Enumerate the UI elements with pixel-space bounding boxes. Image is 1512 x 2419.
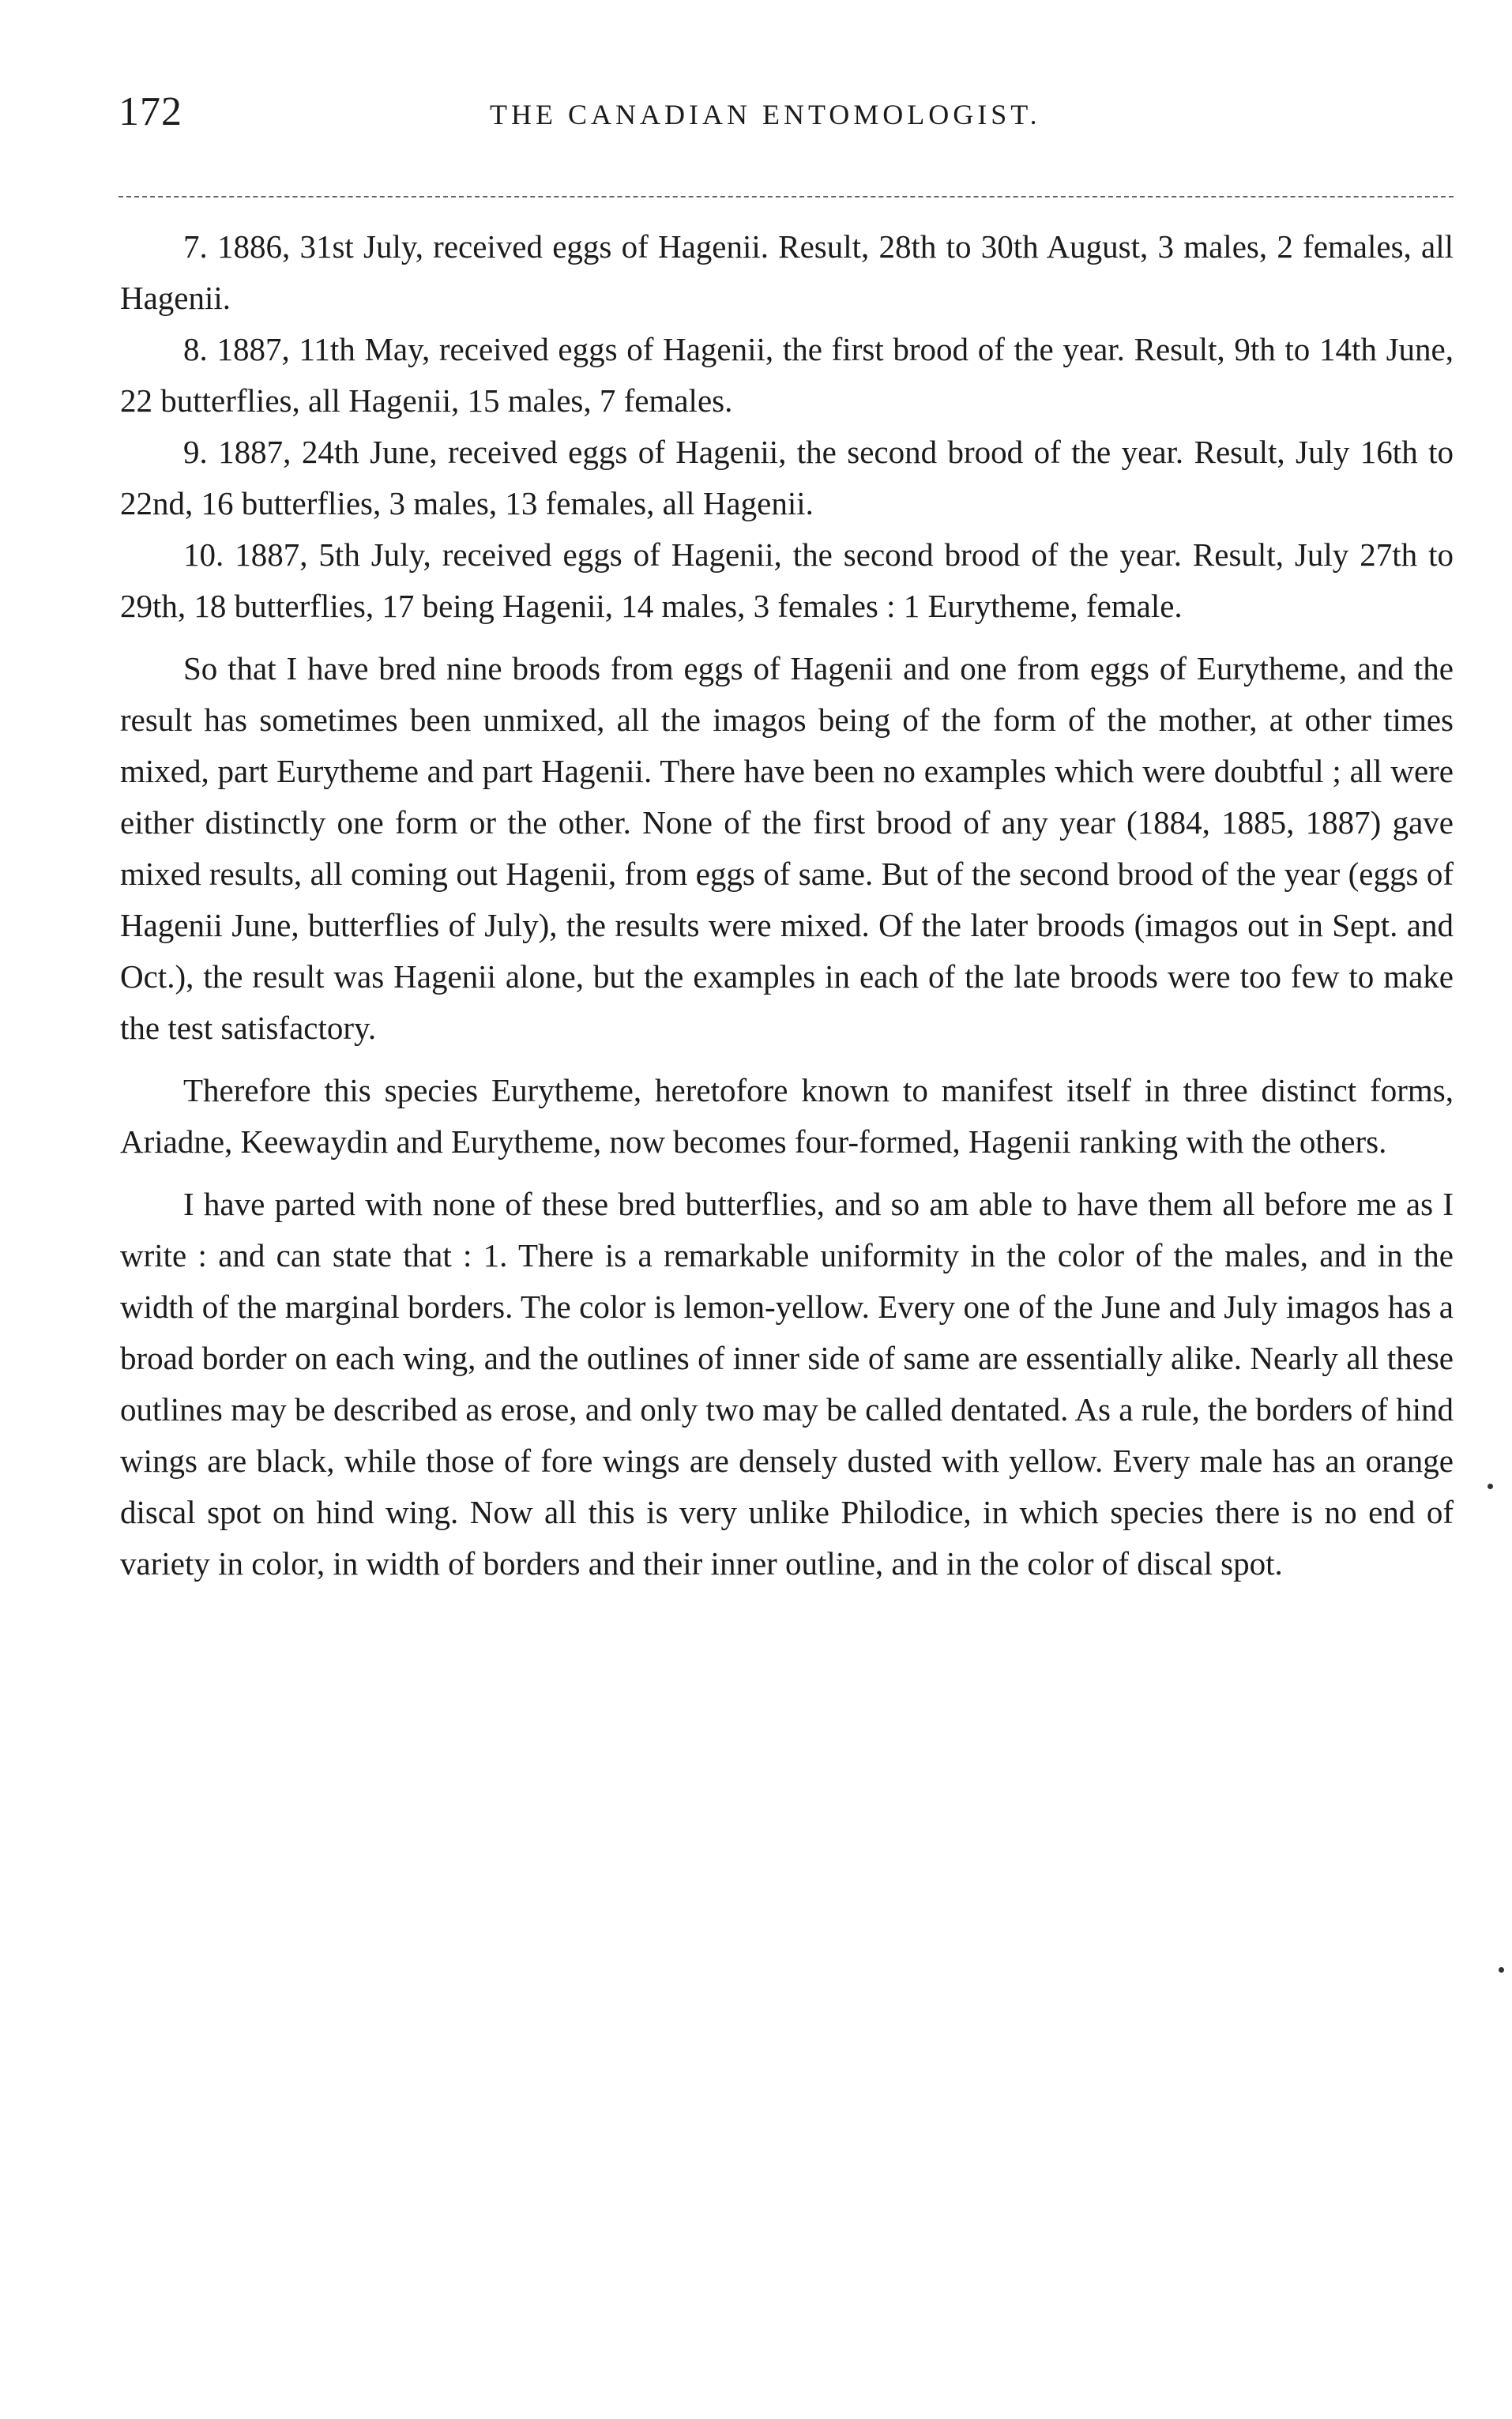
print-speck (1488, 1484, 1493, 1489)
page-header (118, 88, 1454, 144)
paragraph-record-7: 7. 1886, 31st July, received eggs of Hagenii. Result, 28th to 30th August, 3 males, 2 females, all Hagenii. (120, 228, 1454, 316)
print-speck (1499, 1967, 1504, 1973)
article-body (120, 221, 1454, 1589)
running-title: THE CANADIAN ENTOMOLOGIST. (490, 99, 1041, 130)
paragraph-record-10: 10. 1887, 5th July, received eggs of Hagenii, the second brood of the year. Result, July 27th to 29th, 18 butterflies, 17 being Hagenii, 14 males, 3 females : 1 Eurytheme, female. (120, 536, 1454, 624)
paragraph-record-9: 9. 1887, 24th June, received eggs of Hagenii, the second brood of the year. Result, July 16th to 22nd, 16 butterflies, 3 males, 13 females, all Hagenii. (120, 434, 1454, 521)
paragraph-summary: So that I have bred nine broods from eggs of Hagenii and one from eggs of Eurytheme, and the result has sometimes been unmixed, all the imagos being of the form of the mother, at other times mixed, part Eurytheme and part Hagenii. There have been no examples which were doubtful ; all were either distinctly one form or the other. None of the first brood of any year (1884, 1885, 1887) gave mixed results, all coming out Hagenii, from eggs of same. But of the second brood of the year (eggs of Hagenii June, butterflies of July), the results were mixed. Of the later broods (imagos out in Sept. and Oct.), the result was Hagenii alone, but the examples in each of the late broods were too few to make the test satisfactory. (120, 650, 1454, 1046)
header-rule (118, 196, 1454, 198)
paragraph-observations: I have parted with none of these bred butterflies, and so am able to have them all before me as I write : and can state that : 1. There is a remarkable uniformity in the color of the males, and in the width of the marginal borders. The color is lemon-yellow. Every one of the June and July imagos has a broad border on each wing, and the outlines of inner side of same are essentially alike. Nearly all these outlines may be described as erose, and only two may be called dentated. As a rule, the borders of hind wings are black, while those of fore wings are densely dusted with yellow. Every male has an orange discal spot on hind wing. Now all this is very unlike Philodice, in which species there is no end of variety in color, in width of borders and their inner outline, and in the color of discal spot. (120, 1186, 1454, 1582)
paragraph-conclusion: Therefore this species Eurytheme, heretofore known to manifest itself in three distinct forms, Ariadne, Keewaydin and Eurytheme, now becomes four-formed, Hagenii ranking with the others. (120, 1072, 1454, 1160)
paragraph-record-8: 8. 1887, 11th May, received eggs of Hagenii, the first brood of the year. Result, 9th to 14th June, 22 butterflies, all Hagenii, 15 males, 7 females. (120, 331, 1454, 419)
page-number: 172 (118, 89, 182, 134)
